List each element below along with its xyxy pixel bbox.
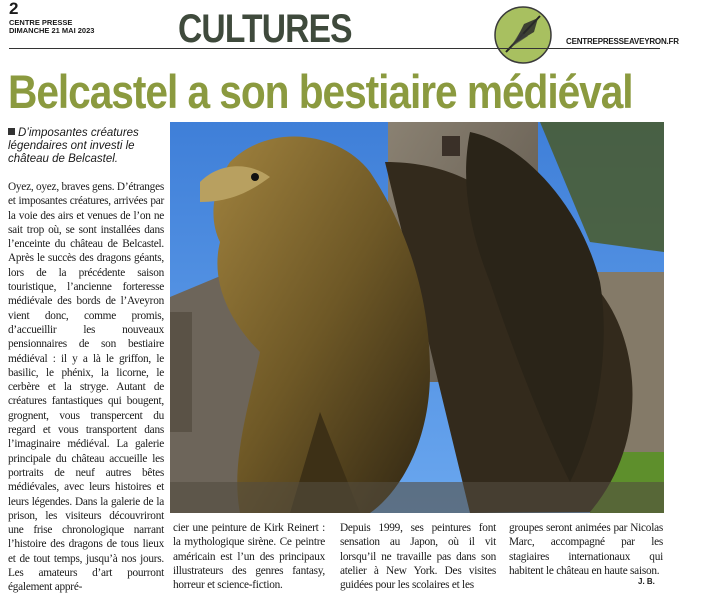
masthead (9, 19, 94, 35)
bullet-square-icon (8, 128, 15, 135)
paper-name: CENTRE PRESSE (9, 18, 73, 27)
section-title: CULTURES (178, 7, 352, 51)
article-column-3: Depuis 1999, ses peintures font sensation au Japon, où il vit lorsqu’il ne travaille pas dans son atelier à New York. Des visites guidées pour les scolaires et les (340, 522, 496, 592)
top-rule (9, 48, 660, 49)
issue-date: DIMANCHE 21 MAI 2023 (9, 26, 95, 35)
griffin-photo (170, 122, 664, 513)
quill-logo (494, 6, 552, 64)
article-column-4: groupes seront animées par Nicolas Marc, accompagné par les stagiaires internationaux qui habitent le château en haute saison. (509, 522, 663, 577)
kicker-text: D’imposantes créatures légendaires ont investi le château de Belcastel. (8, 127, 139, 165)
website: CENTREPRESSEAVEYRON.FR (566, 37, 679, 46)
page-number: 2 (9, 0, 19, 18)
article-column-2: cier une peinture de Kirk Reinert : la mythologique sirène. Ce peintre américain est l’un des principaux illustrateurs des genres fantasy, horreur et science-fiction. (173, 522, 325, 592)
headline: Belcastel a son bestiaire médiéval (8, 65, 633, 118)
kicker (8, 127, 164, 166)
article-column-1: Oyez, oyez, braves gens. D’étranges et imposantes créatures, arrivées par la voie des airs et venues de l’on ne sait trop où, se sont installées dans l’enceinte du château de Belcastel. Après le succès des dragons géants, lors de la précédente saison touristique, l’ancienne forteresse médiévale des bords de l’Aveyron vient donc, comme promis, d’accueillir les nouveaux pensionnaires de son bestiaire médiéval : il y a là le griffon, le basilic, le phénix, la licorne, le cerbère et la stryge. Autant de créatures fantastiques qui bougent, grognent, vous transpercent du regard et vous transportent dans l’imaginaire médiéval. La galerie principale du château accueille les portraits de neuf autres bêtes médiévales, avec leurs histoires et leurs légendes. Dans la galerie de la prison, les visiteurs découvriront une frise chronologique narrant l’histoire des dragons de tous lieux et de tout temps, jusqu’à nos jours. Les amateurs d’art pourront également appré- (8, 181, 164, 594)
author-signature: J. B. (638, 577, 655, 586)
